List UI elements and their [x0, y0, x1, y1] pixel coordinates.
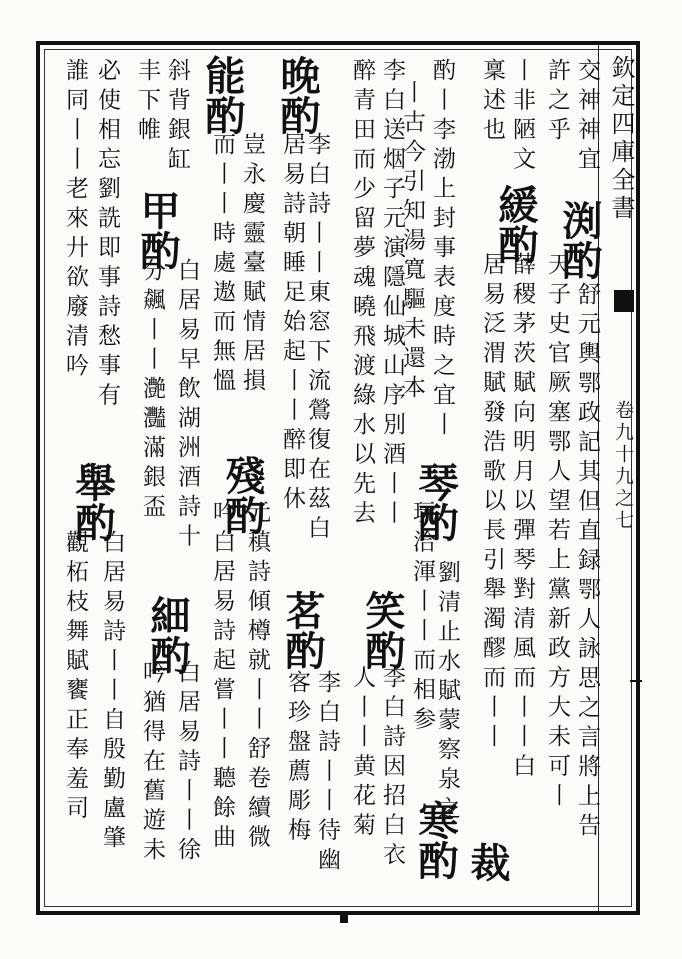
text-column: 吟猶得在舊遊未: [139, 660, 165, 867]
bottom-dot: [340, 915, 348, 923]
text-column: 丨古今引知湯寬驅未還本: [399, 80, 425, 405]
text-column: 元稹詩傾樽就丨丨舒卷續微: [244, 500, 270, 854]
text-column: 交神神宜: [574, 58, 600, 176]
text-column: 居易詩朝睡足始起丨丨醉即休: [279, 132, 305, 516]
heading-character: 笑酌: [359, 590, 406, 670]
heading-character: 琴酌: [412, 462, 459, 542]
text-column: 白居易早飲湖洲酒詩十: [174, 258, 200, 553]
heading-character: 甲酌: [134, 190, 181, 270]
text-column: 李白詩丨丨待幽: [314, 670, 340, 877]
text-column: 分飆丨丨灔灩滿銀盃: [139, 258, 165, 524]
text-column: 稟述也: [479, 58, 505, 147]
text-column: 玩洽渾丨丨而相参: [409, 500, 435, 736]
text-column: 白居易詩丨丨徐: [174, 660, 200, 867]
heading-character: 渕酌: [556, 200, 603, 280]
text-column: 酌丨李渤上封事表度時之宜丨: [429, 58, 455, 442]
text-column: 白居易詩丨丨自殷勤盧肇: [99, 530, 125, 855]
text-column: 李白詩丨丨東窓下流鶯復在茲白: [304, 132, 330, 545]
heading-character: 晚酌: [274, 55, 321, 135]
text-column: 李白送烟子元演隱仙城山序別酒丨丨: [379, 58, 405, 530]
text-column: 薛稷茅茨賦向明月以彈琴對清風而丨丨白: [509, 252, 535, 783]
heading-character: 茗酌: [279, 590, 326, 670]
text-column: 舒元輿鄂政記其但直録鄂人詠思之言將上告: [574, 282, 600, 843]
fishtail-mark: [614, 290, 634, 312]
text-column: 醉青田而少留夢魂曉飛渡綠水以先去: [349, 58, 375, 530]
text-column: 居易泛渭賦發浩歌以長引舉濁醪而丨丨: [479, 252, 505, 754]
book-title: 欽定四庫全書: [607, 55, 635, 223]
heading-character: 殘酌: [219, 455, 266, 535]
text-column: 觀柘枝舞賦饔正奉羞司: [62, 530, 88, 825]
text-column: 斜背銀缸: [164, 58, 190, 176]
text-column: 客珍盤薦彫梅: [284, 670, 310, 847]
heading-character: 細酌: [144, 595, 191, 675]
text-column: 人丨丨黄花菊: [349, 665, 375, 842]
text-column: 豈永慶靈臺賦情居損: [239, 132, 265, 398]
text-column: 許之乎: [544, 58, 570, 147]
text-column: 丰下帷: [134, 58, 160, 147]
text-column: 李白詩因招白衣: [379, 665, 405, 872]
heading-character: 舉酌: [69, 462, 116, 542]
text-column: 必使相忘劉詵即事詩愁事有: [94, 58, 120, 412]
volume-label: 卷九十九之七: [612, 400, 634, 532]
text-column: 吟白居易詩起嘗丨丨聽餘曲: [209, 500, 235, 854]
heading-character: 寒酌: [412, 800, 459, 880]
text-column: 丨非陋文: [509, 58, 535, 176]
text-column: 劉清止水賦蒙察泉之: [434, 560, 460, 826]
heading-character: 能酌: [199, 55, 246, 135]
margin-tick: [630, 680, 642, 682]
heading-character: 裁: [464, 842, 511, 882]
text-column: 而丨丨時處遨而無慍: [209, 132, 235, 398]
text-column: 天子史官厥塞鄂人望若上黨新政方大未可丨: [544, 252, 570, 813]
text-column: 誰同丨丨老來廾欲廢清吟: [62, 58, 88, 383]
heading-character: 緩酌: [492, 184, 539, 264]
